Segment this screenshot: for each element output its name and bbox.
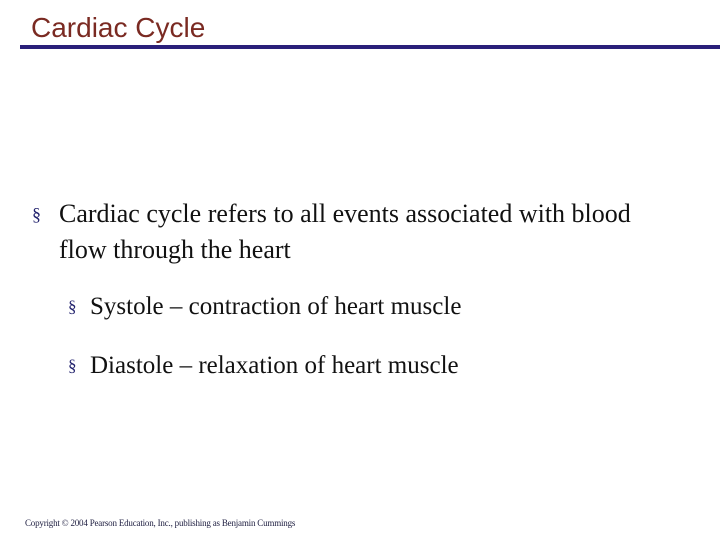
title-divider bbox=[20, 45, 720, 49]
bullet-item bbox=[32, 196, 672, 268]
slide-title: Cardiac Cycle bbox=[31, 12, 206, 43]
sub-bullet-item bbox=[68, 290, 461, 324]
copyright-notice: Copyright © 2004 Pearson Education, Inc., publishing as Benjamin Cummings bbox=[25, 518, 296, 528]
bullet-text: Cardiac cycle refers to all events associated with blood flow through the heart bbox=[59, 199, 631, 264]
bullet-marker-icon: § bbox=[32, 204, 41, 224]
sub-bullet-item bbox=[68, 349, 459, 383]
sub-bullet-text: Diastole – relaxation of heart muscle bbox=[90, 352, 459, 379]
sub-bullet-text: Systole – contraction of heart muscle bbox=[90, 293, 462, 320]
sub-bullet-marker-icon: § bbox=[68, 297, 77, 316]
sub-bullet-marker-icon: § bbox=[68, 356, 77, 375]
